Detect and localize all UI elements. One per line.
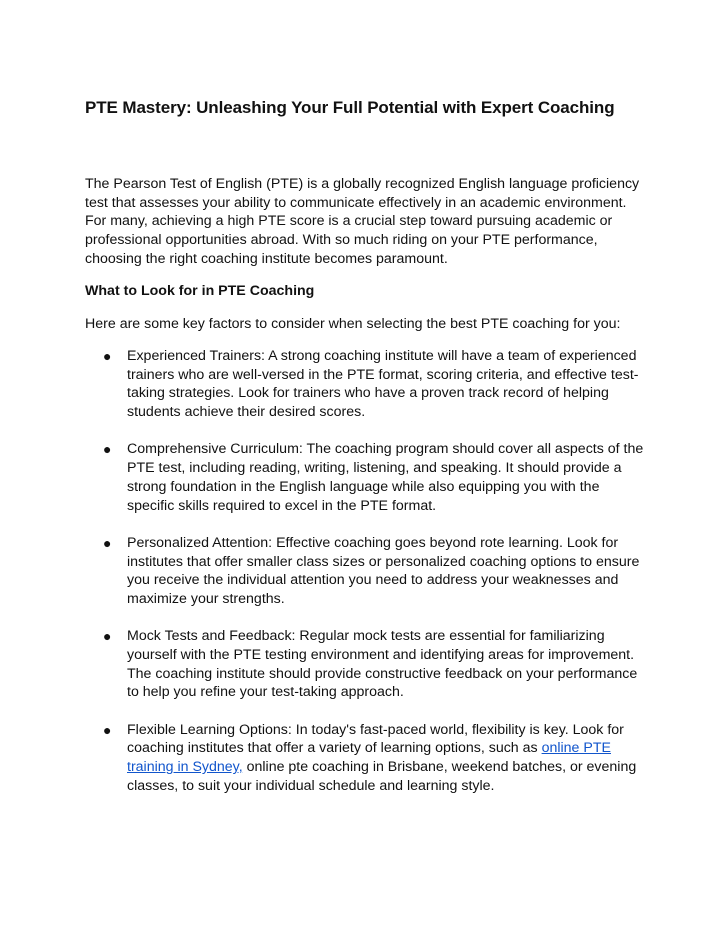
- bullet-icon: ●: [103, 628, 112, 645]
- bullet-icon: ●: [103, 534, 112, 551]
- section-lead: Here are some key factors to consider when selecting the best PTE coaching for you:: [85, 316, 621, 332]
- list-item-text-before-link: Flexible Learning Options: In today's fast-paced world, flexibility is key. Look for coaching institutes that offer a variety of learning options, such as: [127, 721, 624, 757]
- section-heading: What to Look for in PTE Coaching: [85, 283, 315, 299]
- bullet-icon: ●: [103, 348, 112, 364]
- list-item-comprehensive-curriculum: [85, 440, 645, 515]
- list-item-text: Mock Tests and Feedback: Regular mock tests are essential for familiarizing yourself with the PTE testing environment and identifying areas for improvement. The coaching institute should provide constructive feedback on your performance to help you refine your test-taking approach.: [127, 628, 638, 701]
- bullet-icon: ●: [103, 721, 112, 738]
- list-item-text: Comprehensive Curriculum: The coaching program should cover all aspects of the PTE test, including reading, writing, listening, and speaking. It should provide a strong foundation in the English language while also equipping you with the specific skills required to excel in the PTE format.: [127, 441, 644, 514]
- factor-list: [85, 347, 645, 814]
- bullet-icon: ●: [103, 441, 112, 458]
- list-item-text-after-link: online pte coaching in Brisbane, weekend batches, or evening classes, to suit your individual schedule and learning style.: [127, 759, 637, 794]
- intro-paragraph: The Pearson Test of English (PTE) is a globally recognized English language proficiency test that assesses your ability to communicate effectively in an academic environment. For many, achieving a high PTE score is a crucial step toward pursuing academic or professional opportunities abroad. With so much riding on your PTE performance, choosing the right coaching institute becomes paramount.: [85, 176, 640, 267]
- list-item-flexible-learning: [85, 721, 645, 796]
- list-item-experienced-trainers: [85, 347, 645, 422]
- document-title: PTE Mastery: Unleashing Your Full Potential with Expert Coaching: [85, 98, 615, 117]
- list-item-mock-tests: [85, 627, 645, 702]
- list-item-text: Personalized Attention: Effective coaching goes beyond rote learning. Look for institutes that offer smaller class sizes or personalized coaching options to ensure you receive the individual attention you need to address your weaknesses and maximize your strengths.: [127, 534, 640, 607]
- list-item-text: Experienced Trainers: A strong coaching institute will have a team of experienced trainers who are well-versed in the PTE format, scoring criteria, and effective test-taking strategies. Look for trainers who have a proven track record of helping students achieve their desired scores.: [127, 348, 639, 421]
- list-item-personalized-attention: [85, 534, 645, 609]
- online-pte-training-link[interactable]: online PTE training in Sydney,: [127, 740, 611, 776]
